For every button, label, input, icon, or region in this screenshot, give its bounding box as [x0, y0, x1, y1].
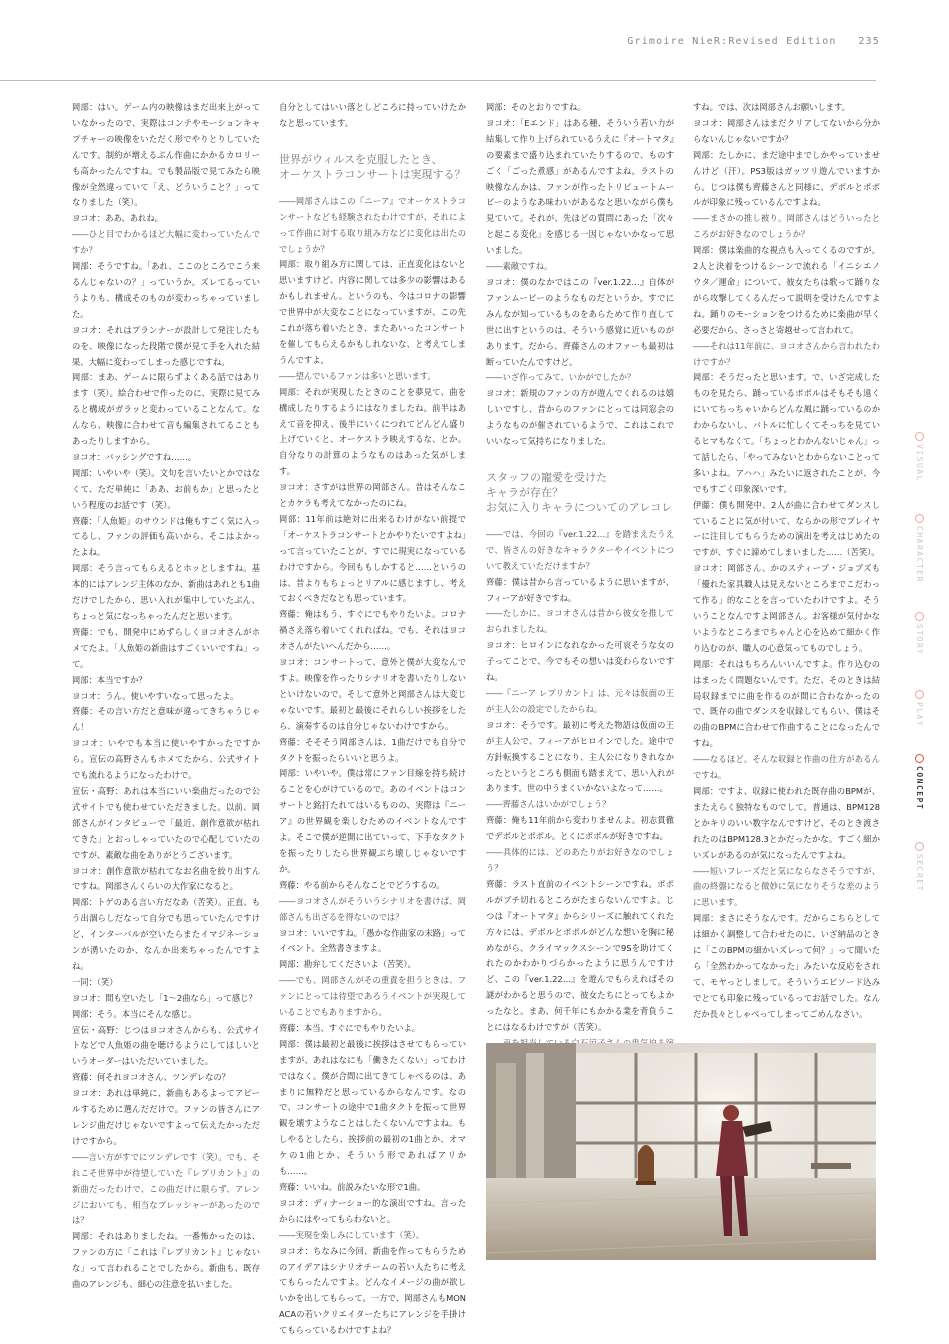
nav-dot-icon	[915, 842, 924, 851]
nav-dot-icon	[915, 754, 924, 763]
nav-item-play[interactable]: PLAY	[904, 690, 924, 770]
interview-paragraph: ――実現を楽しみにしています（笑）。	[279, 1229, 425, 1240]
interview-paragraph: ヨコオ：間も空いたし「1〜2曲なら」って感じ？	[72, 992, 257, 1003]
interview-paragraph: ――短いフレーズだと気にならなさそうですが、曲の終盤になると微妙に気になりそうな差のように思います。	[693, 865, 880, 908]
interview-paragraph: 岡部：いやいや（笑）。文句を言いたいとかではなくて、ただ単純に「ああ、お前もか」と思ったという程度のお話です（笑）。	[72, 467, 260, 510]
nav-item-visual[interactable]: VISUAL	[904, 432, 924, 512]
header-rule	[0, 80, 876, 81]
interview-paragraph: 岡部：それはもちろんいいんですよ。作り込むのはまったく問題ないんです。ただ、そのときは結局収録までに曲を作るのが間に合わなかったので、既存の曲でダンスを収録してもらい、僕はその曲のBPMに合わせて作曲することになったんですね。	[693, 658, 880, 749]
interview-paragraph: 岡部：僕は最初と最後に挨拶はさせてもらっていますが、あれはなにも「働きたくない」ってわけではなく。僕が合間に出てきてしゃべるのは、あまりに無粋だと思っているからなんです。なので、コンサートの途中で1曲タクトを振って世界観を壊すようなことはしたくないんですよね。もしやるとしたら、挨拶前の最初の1曲とか、オマケの1曲とか、そういう形であればアリかも……。	[279, 1038, 466, 1177]
nav-dot-icon	[915, 690, 924, 699]
interview-paragraph: 齊藤：俺はもう、すぐにでもやりたいよ。コロナ禍さえ落ち着いてくれればね。でも、それはヨコオさんがたいへんだから……。	[279, 609, 466, 652]
interview-paragraph: 宣伝・高野：あれは本当にいい楽曲だったので公式サイトでも使わせていただきました。以前、岡部さんがインタビューで「最近、創作意欲が枯れてきた」とおっしゃっていたので心配していたのですが、素敵な曲をありがとうございます。	[72, 785, 260, 860]
chapter-side-nav	[900, 432, 928, 912]
interview-paragraph: ヨコオ：「Eエンド」はある種、そういう若い力が結集して作り上げられているうえに『オートマタ』の要素まで盛り込まれていたりするので、ものすごく「ごった煮感」があるんですよね。ラストの映像なんかは、ファンが作ったトリビュートムービーのようなあ味わいがあるなと思いながら僕も見ていて。それが、先ほどの質問にあった「次々と起こる変化」を感じる一因じゃないかなって思いました。	[486, 117, 674, 256]
interview-paragraph: ――ひと目でわかるほど大幅に変わっていたんですか？	[72, 229, 260, 256]
interview-paragraph: ――ヨコオさんがそういうシナリオを書けば、岡部さんも出ざるを得ないのでは？	[279, 895, 466, 922]
interview-paragraph: ――具体的には、どのあたりがお好きなのでしょう？	[486, 847, 674, 873]
section-heading: 世界がウィルスを克服したとき、 オーケストラコンサートは実現する？	[279, 152, 466, 181]
interview-paragraph: 岡部：11年前は絶対に出来るわけがない前提で「オーケストラコンサートとかやりたいですよね」って言っていたことが、すでに現実になっているわけですから。今回ももしかすると……というのは、昔よりもちょっとリアルに感じますし、考えておくべきだなとも思っています。	[279, 513, 466, 604]
interview-paragraph: 岡部：僕は楽曲的な視点も入ってくるのですが。2人と決着をつけるシーンで流れる「イニシエノウタ／運命」について、彼女たちは歌って踊りながら攻撃してくるんだって説明を受けたんですよね。踊りのモーションをつけるために楽曲が早く必要だから、さっさと寄越せって言われて。	[693, 245, 880, 335]
interview-paragraph: 齊藤：いいね。前説みたいな形で1曲。	[279, 1182, 426, 1192]
interview-paragraph: ヨコオ：うん。使いやすいなって思ったよ。	[72, 690, 239, 701]
interview-paragraph: 自分としてはいい落としどころに持っていけたかなと思っています。	[279, 102, 466, 128]
interview-paragraph: ――岡部さんはこの『ニーア』でオーケストラコンサートなども経験されたわけですが、それによって作曲に対する取り組み方などに変化は出たのでしょうか？	[279, 195, 466, 254]
interview-paragraph: 岡部：そのとおりですね。	[486, 102, 586, 112]
interview-paragraph: 岡部：そうですね。「あれ、ここのところでこう来るんじゃないの？」っていうか。ズレてるっていうよりも、構成そのものが変わっちゃっていました。	[72, 261, 260, 319]
interview-paragraph: 伊藤：僕も開発中、2人が曲に合わせてダンスしていることに気が付いて、ならかの形でプレイヤーに注目してもらうための演出を考えはじめたのですが、すぐに諦めてしまいました……（苦笑）。	[693, 499, 880, 558]
interview-paragraph: ヨコオ：コンサートって、意外と僕が大変なんですよ。映像を作ったりシナリオを書いたりしないといけないので。そして意外と岡部さんは大変じゃないです。最初と最後にそれらしい挨拶をしたら、演奏するのは自分じゃないわけですから。	[279, 657, 466, 731]
text-column-2	[279, 100, 466, 1336]
interview-paragraph: 岡部：はい。ゲーム内の映像はまだ出来上がっていなかったので、実際はコンテやモーションキャプチャーの映像をいただく形でやりとりしていたんです。制約が増えるぶん作曲にかかるカロリーも高かったんですね。でも製品版で見てみたら映像が全然違っていて「え、どういうこと？」ってなりました（笑）。	[72, 102, 260, 208]
interview-paragraph: ――いざ作ってみて、いかがでしたか？	[486, 372, 636, 383]
interview-paragraph: 岡部：ですよ、収録に使われた既存曲のBPMが、またえらく独特なものでして。普通は、BPM128とかキリのいい数字なんですけど、そのとき渡されたのはBPM128.3とかだったかな。すごく細かいズレがあるのが気になったんですよね。	[693, 785, 880, 860]
game-screenshot-image	[486, 1043, 876, 1260]
interview-paragraph: 岡部：そうだったと思います。で、いざ完成したものを見たら、踊っているポポルはそもそも遠くにいてちっちゃいからどんな風に踊っているのかわからないし、バトルに忙しくてそっちを見ているヒマもなくて。「ちょっとわかんないじゃん」って話したら、「やってみないとわからないことって多いよね。アハハ」みたいに返されたことが、今でもすごく印象深いです。	[693, 372, 880, 494]
interview-paragraph: ――なるほど。そんな収録と作曲の仕方があるんですね。	[693, 754, 880, 781]
interview-paragraph: ――でも、岡部さんがその重責を担うときは、ファンにとっては待望であろうイベントが実現していることでもありますから。	[279, 975, 466, 1018]
interview-paragraph: 宣伝・高野：じつはヨコオさんからも、公式サイトなどで人魚姫の曲を聴けるようにしてほしいというオーダーはいただいていました。	[72, 1024, 260, 1067]
interview-paragraph: 一同：（笑）	[72, 976, 118, 987]
section-heading: スタッフの寵愛を受けた キャラが存在？ お気に入りキャラについてのアレコレ	[486, 470, 673, 514]
text-column-1	[72, 100, 260, 1290]
page-number: 235	[858, 36, 880, 47]
nav-item-secret[interactable]: SECRET	[904, 842, 924, 922]
interview-paragraph: 岡部：トゲのある言い方だなあ（苦笑）。正直、もう出涸らしだなって自分でも思っていたんですけど、インターバルが空いたらまたイマジネーションが湧いたのか、なんか出来ちゃったんですよね。	[72, 897, 260, 971]
book-title: Grimoire NieR:Revised Edition	[627, 36, 837, 47]
interview-paragraph: ――齊藤さんはいかがでしょう？	[486, 799, 611, 810]
interview-paragraph: 齊藤：俺も11年前から変わりませんよ。初志貫徹でデボルとポポル。とくにポポルが好きですね。	[486, 815, 674, 842]
interview-paragraph: ヨコオ：新規のファンの方が遊んでくれるのは嬉しいですし、昔からのファンにとっては同窓会のようなものが催されているようで、これはこれでいいなって気持ちになりました。	[486, 388, 674, 447]
interview-paragraph: 岡部：そう。本当にそんな感じ。	[72, 1008, 197, 1019]
interview-paragraph: 齊藤：でも、開発中にめずらしくヨコオさんがホメてたよ。「人魚姫の新曲はすごくいいですね」って。	[72, 626, 260, 669]
interview-paragraph: 齊藤：「人魚姫」のサウンドは俺もすごく気に入ってるし、ファンの評価も高いから、そこはよかったよね。	[72, 515, 260, 558]
interview-paragraph: ヨコオ：僕のなかではこの『ver.1.22…』自体がファンムービーのようなものだというか。すでにみんなが知っているものをあらためて作り直して世に出すというのは、そういう感覚に近いものがあります。だから、齊藤さんのオファーも最初は断っていたんですけど。	[486, 276, 674, 367]
interview-paragraph: ヨコオ：そうです。最初に考えた物語は仮面の王が主人公で、フィーアがヒロインでした。途中で方針転換することになり、主人公になりきれなかったというところも側面も踏まえて、思い入れがあります。世の中うまくいかないよなって……。	[486, 719, 674, 794]
interview-paragraph: 岡部：たしかに、まだ途中までしかやっていませんけど（汗）。PS3版はガッツリ遊んでいますから。じつは僕も齊藤さんと同様に、デボルとポポルが印象に残っているんですよね。	[693, 149, 880, 208]
nav-dot-icon	[915, 514, 924, 523]
interview-paragraph: 齊藤：本当、すぐにでもやりたいよ。	[279, 1022, 421, 1033]
text-column-4	[693, 100, 880, 1030]
interview-paragraph: 岡部：それはありましたね。一番怖かったのは、ファンの方に「これは『レプリカント』じゃないな」って言われることでしたから。新曲も、既存曲のアレンジも、細心の注意を払いました。	[72, 1231, 260, 1290]
interview-paragraph: ヨコオ：あれは単純に、新曲もあるよってアピールするために選んだだけで。ファンの皆さんにアレンジ曲だけじゃないですよって伝えたかっただけですから。	[72, 1088, 260, 1146]
interview-paragraph: ヨコオ：バッシングですね……。	[72, 451, 197, 462]
interview-paragraph: 岡部：勘弁してくださいよ（苦笑）。	[279, 959, 416, 970]
interview-paragraph: 齊藤：そそそう岡部さんは、1曲だけでも自分でタクトを振ったらいいと思うよ。	[279, 736, 466, 763]
interview-paragraph: 齊藤：その言い方だと意味が違ってきちゃうじゃん！	[72, 706, 260, 733]
interview-paragraph: 岡部：そう言ってもらえるとホッとしますね。基本的にはアレンジ主体のなか、新曲はあれとも1曲だけでしたから、思い入れが集中していたぶん、ちょっと気になっちゃったんだと思います。	[72, 563, 260, 621]
interview-paragraph: ――素敵ですね。	[486, 261, 553, 272]
text-column-3	[486, 100, 674, 1032]
interview-paragraph: ヨコオ：ちなみに今回、新曲を作ってもらうためのアイデアはシナリオチームの若い人たちに考えてもらったんですよ。どんなイメージの曲が欲しいかを出してもらって。一方で、岡部さんもMONACAの若いクリエイターたちにアレンジを手掛けてもらっているわけですよね？	[279, 1245, 466, 1336]
interview-paragraph: 齊藤：何それヨコオさん、ツンデレなの？	[72, 1072, 230, 1083]
nav-dot-icon	[915, 432, 924, 441]
interview-paragraph: 岡部：まあ、ゲームに限らずよくある話ではあります（笑）。絵合わせで作ったのに、実際に見てみると構成がガラッと変わっていることなんて。なんなら、映像に合わせて音も編集されてることもあったりしますから。	[72, 372, 260, 447]
nav-dot-icon	[915, 612, 924, 621]
nav-item-story[interactable]: STORY	[904, 612, 924, 692]
interview-paragraph: すね。では、次は岡部さんお願いします。	[693, 102, 850, 112]
interview-paragraph: 齊藤：ラスト直前のイベントシーンですね。ポポルがブチ切れるところがたまらないんですよ。じつは『オートマタ』からシリーズに触れてくれた方々には、デボルとポポルがどんな想いを胸に秘めながら、クライマックスシーンで9Sを助けてくれたのかわかりづらかったように思うんですけど、この『ver.1.22…』を遊んでもらえればその謎がわかると思うので、彼女たちにとってもよかったなと。まあ、何千年にもかかる業を背負うことにはなるわけですが（苦笑）。	[486, 878, 674, 1033]
interview-paragraph: ヨコオ：ディナーショー的な演出ですね。言ったからにはやってもらわないと。	[279, 1197, 466, 1224]
interview-paragraph: ヨコオ：創作意欲が枯れてなお名曲を絞り出すんですね。岡部さんくらいの大作家になると。	[72, 865, 260, 892]
interview-paragraph: ――『ニーア レプリカント』は、元々は仮面の王が主人公の設定でしたからね。	[486, 688, 674, 714]
interview-paragraph: ヨコオ：それはプランナーが設計して発注したものを、映像になった段階で僕が見て手を入れた結果、大幅に変わってしまった感じですね。	[72, 324, 260, 367]
nav-item-character[interactable]: CHARACTER	[904, 514, 924, 594]
interview-paragraph: ヨコオ：さすがは世界の岡部さん。昔はそんなことカケラも考えてなかったのにね。	[279, 482, 466, 509]
interview-paragraph: ――では、今回の『ver.1.22…』を踏まえたうえで、皆さんの好きなキャラクターやイベントについて教えていただけますか？	[486, 528, 674, 571]
interview-paragraph: 岡部：まさにそうなんです。だからこちらとしては細かく調整して合わせたのに、いざ納品のときに「このBPMの細かいズレって何？」って聞いたら「全然わかってなかった」みたいな反応をされて、モヤっとしまして。そういうエピソード込みでとても印象に残っているってお話でした。なんだか長々としゃべってしまってごめんなさい。	[693, 913, 880, 1019]
interview-paragraph: 岡部：いやいや。僕は常にファン目線を持ち続けることを心がけているので。あのイベントはコンサートと銘打たれてはいるものの、実際は『ニーア』の世界観を楽しむためのイベントなんですよ。そこで僕が逆開に出ていって、下手なタクトを振ったりしたら世界観ぶち壊しじゃないですか。	[279, 768, 466, 874]
interview-paragraph: ヨコオ：岡部さん、かのスティーブ・ジョブズも「優れた家具職人は見えないところまでこだわって作る」的なことを言っていたわけですよ。そういうことなんですよ岡部さん。お客様が気付かないようなところまでちゃんと心を込めて細かく作り込むのが、職人の心意気ってものでしょう。	[693, 563, 880, 653]
interview-paragraph: ――それは11年前に、ヨコオさんから言われたわけですか？	[693, 340, 880, 367]
interview-paragraph: ――たしかに、ヨコオさんは昔から彼女を推しておられましたね。	[486, 608, 674, 635]
interview-paragraph: 岡部：取り組み方に関しては、正直変化はないと思いますけど、内容に関しては多少の影響はあるかもしれません。というのも、今はコロナの影響で世界中が大変なことになっていますが、この先これが落ち着いたとき、またあいったコンサートを催してもらえるかもしれないな、と考えてしまうんですよ。	[279, 259, 466, 365]
interview-paragraph: ヨコオ：いいですね。「愚かな作曲家の末路」ってイベント。全然書きますよ。	[279, 927, 466, 954]
interview-paragraph: 岡部：それが実現したときのことを夢見て、曲を構成したりするようにはなりましたね。前半はあえて音を抑え、後半にいくにつれてどんどん盛り上げていくと、オーケストラ映えするな、とか。自分なりの計算のようなものはあった気がします。	[279, 386, 466, 477]
interview-paragraph: ヨコオ：ヒロインになれなかった可哀そうな女の子ってことで、今でもその想いは変わらないですね。	[486, 640, 674, 683]
interview-paragraph: ――望んでいるファンは多いと思います。	[279, 370, 436, 381]
interview-paragraph: 岡部：本当ですか？	[72, 674, 147, 685]
interview-paragraph: ヨコオ：いやでも本当に使いやすかったですから。宣伝の高野さんもホメてたから、公式サイトでも流れるようになったわけで。	[72, 738, 260, 781]
interview-paragraph: ――まさかの推し被り。岡部さんはどういったところがお好きなのでしょうか？	[693, 213, 880, 240]
interview-paragraph: 齊藤：やる前からそんなことでどうするの。	[279, 879, 445, 890]
interview-paragraph: ヨコオ：ああ、あれね。	[72, 213, 163, 224]
nav-item-concept[interactable]: CONCEPT	[904, 754, 924, 834]
running-header	[600, 36, 880, 47]
interview-paragraph: ヨコオ：岡部さんはまだクリアしてないから分からないんじゃないですか？	[693, 117, 880, 144]
interview-paragraph: 齊藤：僕は昔から言っているように思いますが、フィーアが好きですね。	[486, 576, 674, 603]
interview-paragraph: ――言い方がすでにツンデレです（笑）。でも、それこそ世界中が待望していた『レプリカント』の新曲だったわけで、この曲だけに限らず、アレンジにおいても、相当なプレッシャーがあったのでは？	[72, 1151, 260, 1226]
